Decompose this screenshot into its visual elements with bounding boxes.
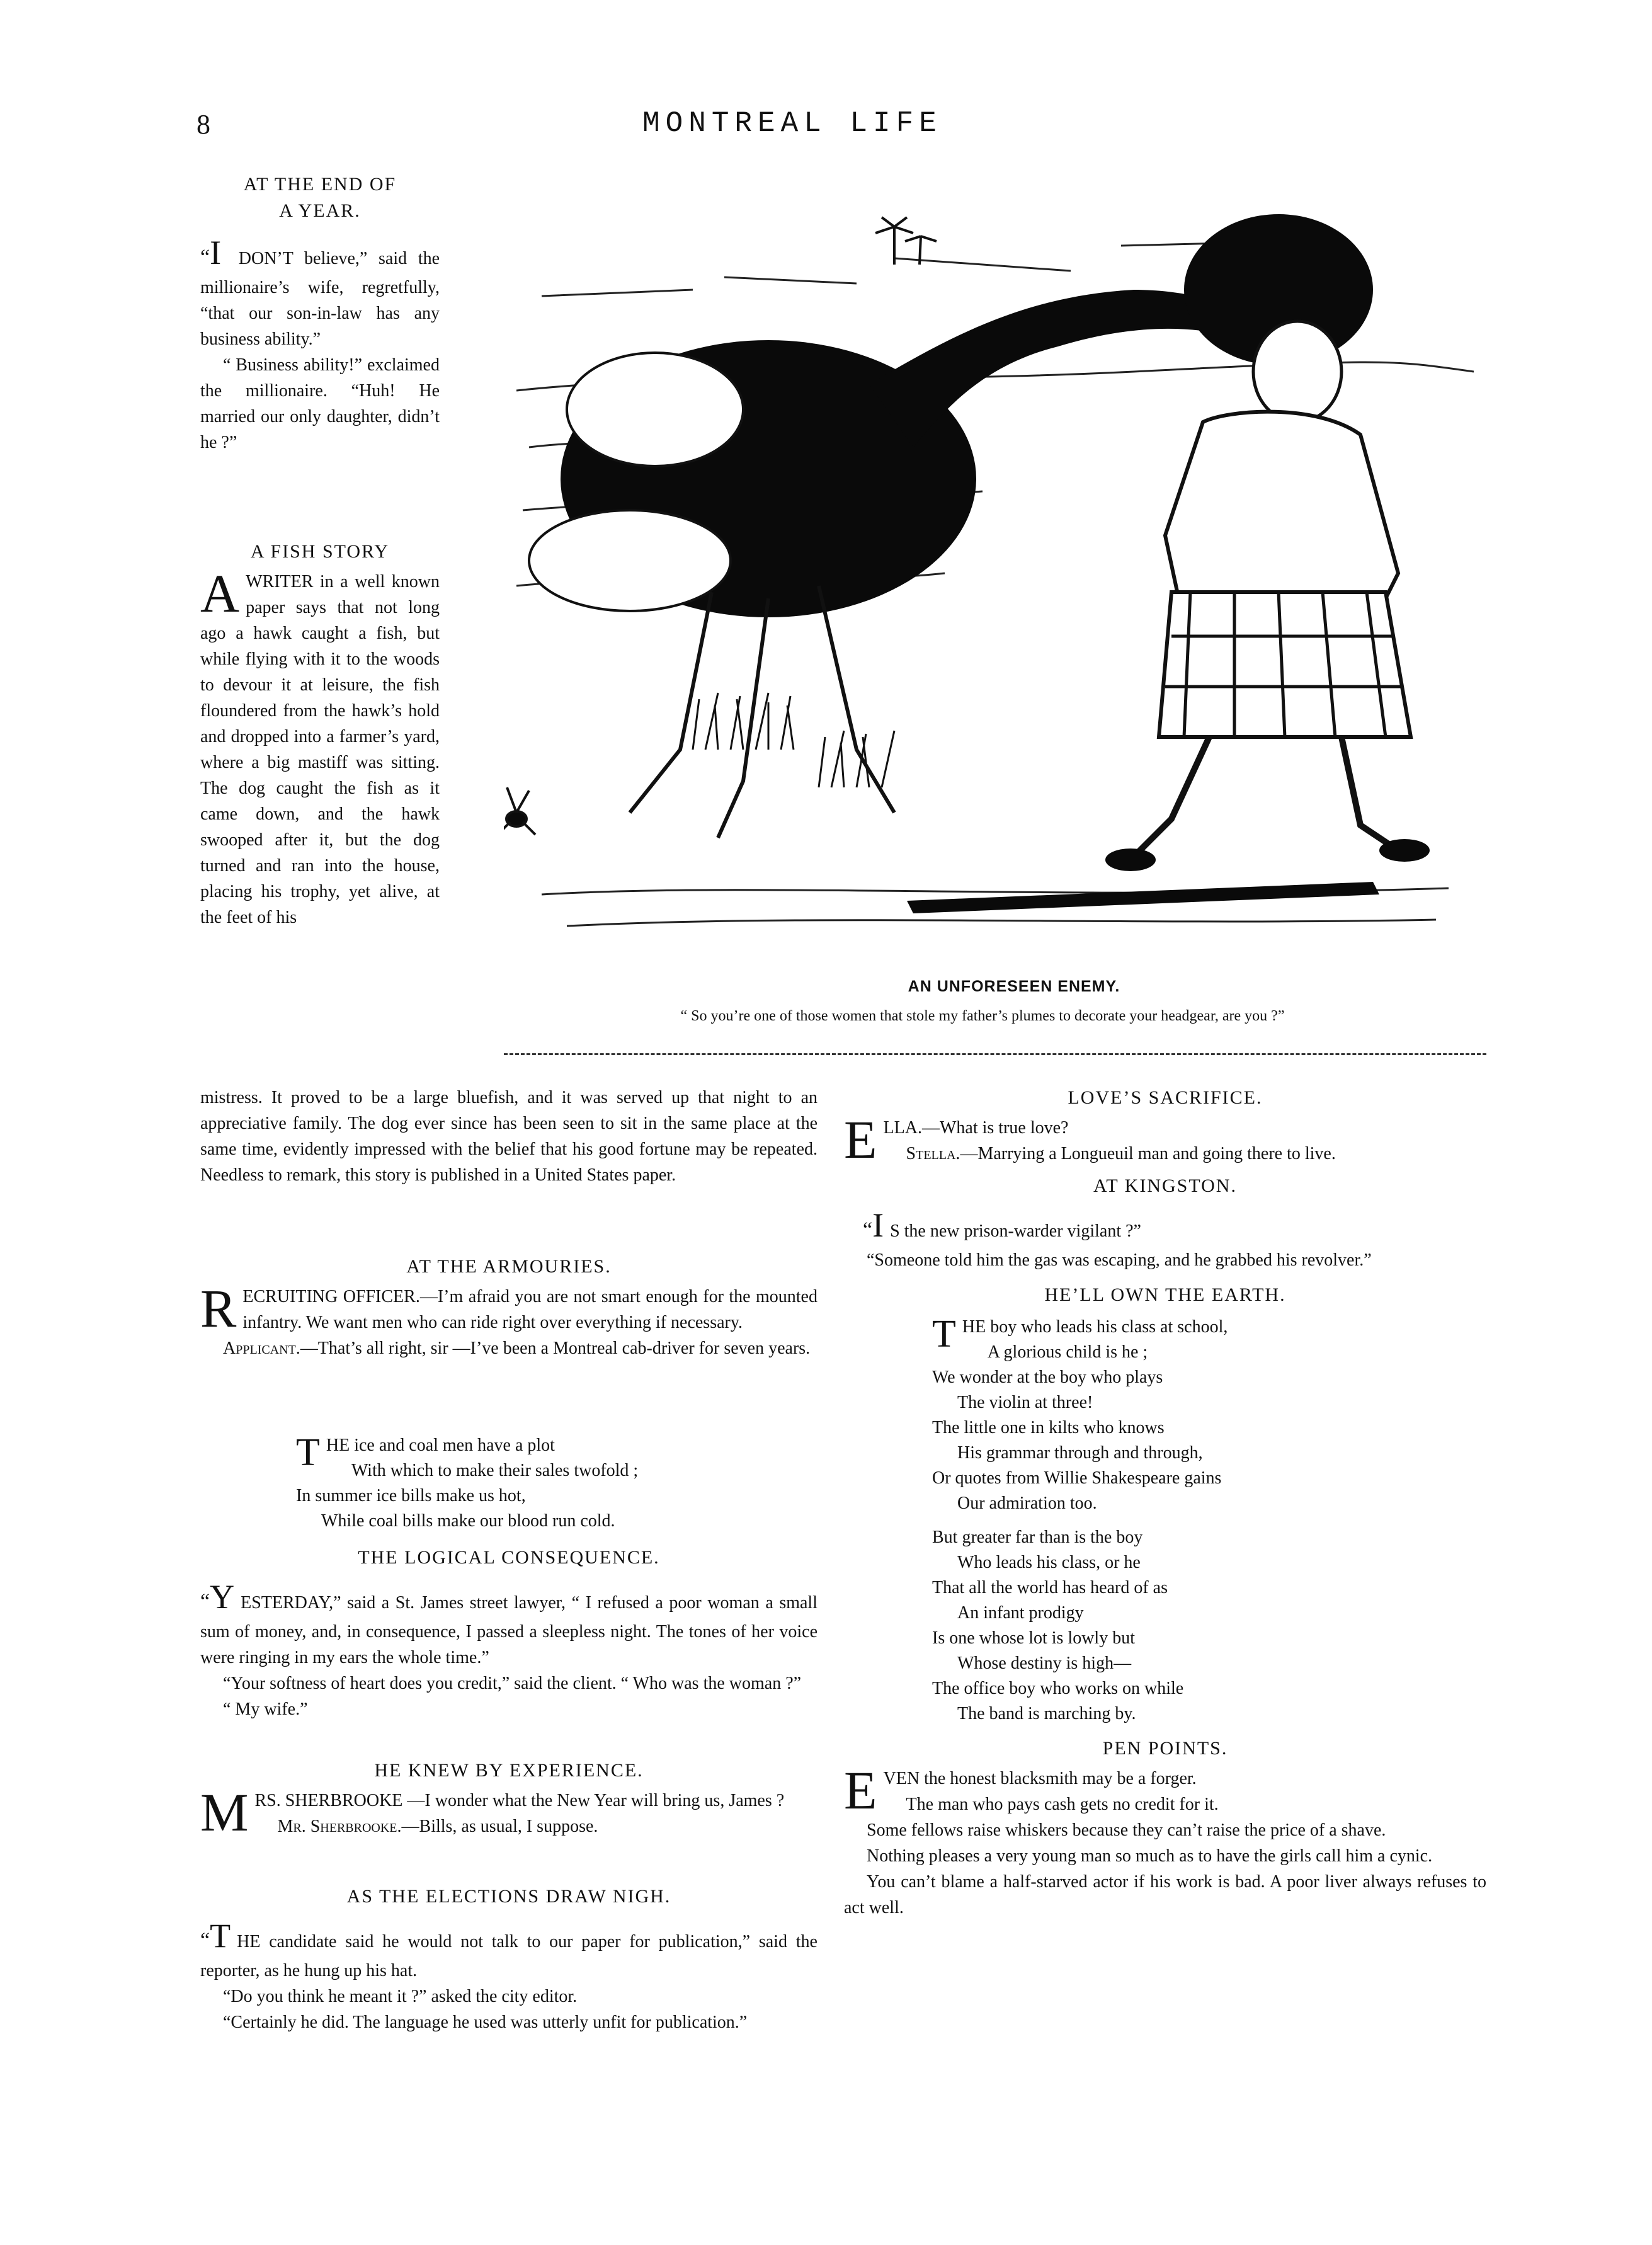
illustration [504, 183, 1486, 964]
verse-line [296, 1458, 775, 1483]
paragraph: Some fellows raise whiskers because they can’t raise the price of a shave. [867, 1820, 1386, 1840]
verse-line: Is one whose lot is lowly but [932, 1628, 1135, 1648]
paragraph-text: —Marrying a Longueuil man and going there to live. [960, 1144, 1336, 1163]
paragraph: The man who pays cash gets no credit for it. [906, 1795, 1219, 1814]
verse-text: An infant prodigy [957, 1603, 1084, 1623]
verse-line: The office boy who works on while [932, 1679, 1184, 1698]
article-title: PEN POINTS. [1102, 1738, 1228, 1759]
speaker: Mr. Sherbrooke. [277, 1817, 402, 1836]
article-fish-story [200, 539, 440, 930]
verse-ice-coal [296, 1433, 775, 1534]
verse-line: Or quotes from Willie Shakespeare gains [932, 1468, 1222, 1488]
paragraph-text: —Bills, as usual, I suppose. [401, 1817, 598, 1836]
article-title: HE’LL OWN THE EARTH. [1044, 1284, 1286, 1305]
verse-line [932, 1550, 1486, 1575]
paragraph-text: RS. SHERBROOKE —I wonder what the New Year will bring us, James ? [254, 1791, 785, 1810]
verse-line: That all the world has heard of as [932, 1578, 1168, 1597]
verse-line: But greater far than is the boy [932, 1528, 1143, 1547]
illustration-caption: AN UNFORESEEN ENEMY. [908, 978, 1120, 995]
verse-text: His grammar through and through, [957, 1443, 1203, 1463]
speaker: Applicant. [223, 1339, 300, 1358]
drop-cap: I [872, 1206, 884, 1244]
verse-line [932, 1441, 1486, 1466]
article-logical-consequence [200, 1545, 817, 1722]
paragraph [200, 1278, 817, 1339]
speaker: Stella. [906, 1144, 960, 1163]
right-column [844, 1085, 1486, 1921]
paragraph [200, 1335, 817, 1361]
verse-line [932, 1701, 1486, 1727]
paragraph-text: WRITER in a well known paper says that not long ago a hawk caught a fish, but while flying with it to the woods to devour it at leisure, the fish floundered from the hawk’s hold and dropped into a farmer’s yard, where a big mastiff was sitting. The dog caught the fish as it came down, and the hawk swooped after it, but the dog turned and ran into the house, placing his trophy, yet alive, at the feet of his [200, 572, 440, 927]
drop-cap: M [200, 1782, 249, 1842]
verse-line: We wonder at the boy who plays [932, 1368, 1163, 1387]
article-armouries [200, 1254, 817, 1361]
paragraph: “Y ESTERDAY,” said a St. James street lawyer, “ I refused a poor woman a small sum of money, and, in consequence, I passed a sleepless night. The tones of her voice were ringing in my ears the whole time.” [200, 1578, 817, 1667]
drop-cap: I [210, 234, 222, 271]
verse-line [296, 1509, 775, 1534]
verse-line [932, 1390, 1486, 1415]
article-end-of-year [200, 171, 440, 455]
verse-line [932, 1651, 1486, 1676]
paragraph: “T HE candidate said he would not talk to our paper for publication,” said the reporter, as he hung up his hat. [200, 1917, 817, 1980]
paragraph: “I DON’T believe,” said the millionaire’s wife, regretfully, “that our son-in-law has any business ability.” [200, 234, 440, 349]
page-number: 8 [197, 109, 210, 140]
masthead-title: MONTREAL LIFE [642, 107, 942, 140]
drop-cap: T [210, 1917, 231, 1955]
paragraph: “Do you think he meant it ?” asked the city editor. [223, 1987, 578, 2006]
drop-cap: E [844, 1109, 877, 1170]
article-title: AT THE END OF [243, 174, 397, 195]
drop-cap: T [296, 1431, 320, 1474]
drop-cap: E [844, 1760, 877, 1820]
article-fish-story-cont [200, 1085, 817, 1188]
verse-text: Who leads his class, or he [957, 1553, 1141, 1572]
verse-line: The little one in kilts who knows [932, 1418, 1165, 1437]
article-loves-sacrifice [844, 1085, 1486, 1170]
paragraph: You can’t blame a half-starved actor if his work is bad. A poor liver always refuses to act well. [844, 1872, 1486, 1917]
paragraph-text: HE candidate said he would not talk to our paper for publication,” said the reporter, as he hung up his hat. [200, 1932, 817, 1980]
paragraph: “ My wife.” [223, 1699, 308, 1719]
paragraph-text: ESTERDAY,” said a St. James street lawyer, “ I refused a poor woman a small sum of money, and, in consequence, I passed a sleepless night. The tones of her voice were ringing in my ears the whole time.” [200, 1593, 817, 1667]
paragraph: “Your softness of heart does you credit,” said the client. “ Who was the woman ?” [223, 1674, 802, 1693]
article-title-cont: A YEAR. [279, 200, 361, 221]
paragraph-text: LLA.—What is true love? [883, 1118, 1069, 1138]
verse-text: A glorious child is he ; [987, 1342, 1148, 1362]
paragraph [844, 1141, 1486, 1167]
verse-line [932, 1601, 1486, 1626]
verse-text: Whose destiny is high— [957, 1654, 1132, 1673]
article-elections [200, 1883, 817, 2035]
paragraph: “Certainly he did. The language he used was utterly unfit for publication.” [223, 2013, 748, 2032]
verse-text: With which to make their sales twofold ; [351, 1461, 639, 1480]
paragraph: Nothing pleases a very young man so much as to have the girls call him a cynic. [867, 1846, 1433, 1866]
article-title: A FISH STORY [250, 541, 390, 562]
paragraph-text: S the new prison-warder vigilant ?” [890, 1221, 1141, 1241]
article-title: HE KNEW BY EXPERIENCE. [374, 1760, 644, 1781]
verse-text: The band is marching by. [957, 1704, 1136, 1723]
article-title: LOVE’S SACRIFICE. [1068, 1087, 1263, 1108]
drop-cap: T [932, 1313, 956, 1356]
paragraph: “ Business ability!” exclaimed the millionaire. “Huh! He married our only daughter, didn’t he ?” [200, 355, 440, 452]
verse-text: HE boy who leads his class at school, [962, 1317, 1228, 1337]
verse-line: In summer ice bills make us hot, [296, 1486, 526, 1505]
verse-text: While coal bills make our blood run cold. [321, 1511, 615, 1531]
paragraph: mistress. It proved to be a large bluefish, and it was served up that night to an appreciative family. The dog ever since has been seen to sit in the same place at the same time, evidently impressed with the belief that his good fortune may be repeated. Needless to remark, this story is published in a United States paper. [200, 1088, 817, 1185]
verse-text: Our admiration too. [957, 1494, 1097, 1513]
illustration-rule [504, 1053, 1486, 1055]
article-title: AS THE ELECTIONS DRAW NIGH. [346, 1886, 671, 1907]
illustration-subcaption: “ So you’re one of those women that stole my father’s plumes to decorate your headgear, are you ?” [680, 1008, 1285, 1024]
article-experience [200, 1757, 817, 1842]
drop-cap: R [200, 1278, 237, 1339]
paragraph [200, 1814, 817, 1839]
verse-line [932, 1491, 1486, 1516]
drop-cap: Y [210, 1578, 235, 1616]
poem-own-the-earth [844, 1282, 1486, 1727]
paragraph: “Someone told him the gas was escaping, and he grabbed his revolver.” [867, 1250, 1372, 1270]
paragraph-text: —That’s all right, sir —I’ve been a Montreal cab-driver for seven years. [300, 1339, 811, 1358]
article-title: THE LOGICAL CONSEQUENCE. [358, 1547, 660, 1568]
article-kingston [844, 1173, 1486, 1273]
verse-line [932, 1340, 1486, 1365]
verse-text: The violin at three! [957, 1393, 1093, 1412]
verse-text: HE ice and coal men have a plot [326, 1436, 555, 1455]
paragraph [200, 563, 440, 930]
drop-cap: A [200, 563, 240, 624]
article-pen-points [844, 1735, 1486, 1921]
illustration-drawing [504, 183, 1486, 964]
paragraph-text: ECRUITING OFFICER.—I’m afraid you are not smart enough for the mounted infantry. We want men who can ride right over everything if necessary. [242, 1287, 817, 1332]
article-title: AT THE ARMOURIES. [406, 1256, 612, 1277]
paragraph-text: VEN the honest blacksmith may be a forger. [883, 1769, 1197, 1788]
article-title: AT KINGSTON. [1093, 1175, 1237, 1196]
paragraph: “I S the new prison-warder vigilant ?” [863, 1206, 1141, 1244]
paragraph-text: DON’T believe,” said the millionaire’s wife, regretfully, “that our son-in-law has any business ability.” [200, 249, 440, 349]
